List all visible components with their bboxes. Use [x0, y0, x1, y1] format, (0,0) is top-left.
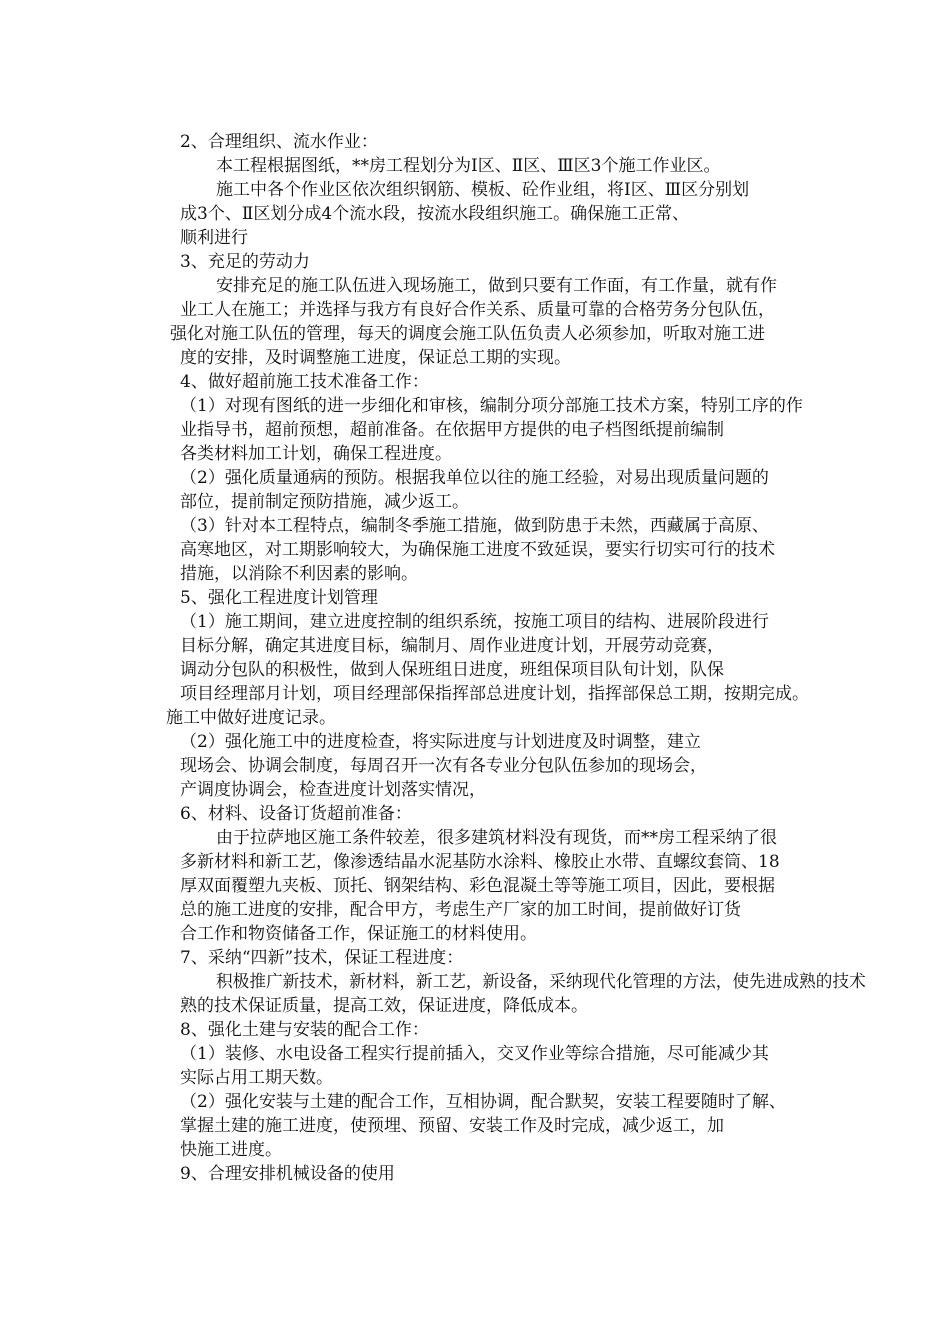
paragraph-line: 项目经理部月计划，项目经理部保指挥部总进度计划，指挥部保总工期，按期完成。: [180, 684, 809, 704]
paragraph-line: 熟的技术保证质量，提高工效，保证进度，降低成本。: [180, 996, 588, 1016]
paragraph-line: 施工中做好进度记录。: [166, 708, 336, 728]
paragraph-line: 目标分解，确定其进度目标，编制月、周作业进度计划，开展劳动竞赛，: [180, 636, 724, 656]
paragraph-line: 各类材料加工计划，确保工程进度。: [180, 444, 452, 464]
paragraph-line: 业指导书，超前预想，超前准备。在依据甲方提供的电子档图纸提前编制: [180, 420, 724, 440]
paragraph-line: 产调度协调会，检查进度计划落实情况，: [180, 780, 486, 800]
paragraph-line: 合工作和物资储备工作，保证施工的材料使用。: [180, 924, 537, 944]
paragraph-line: 实际占用工期天数。: [180, 1068, 333, 1088]
heading-section-5: 5、强化工程进度计划管理: [180, 588, 378, 608]
paragraph-line: 高寒地区，对工期影响较大，为确保施工进度不致延误，要实行切实可行的技术: [180, 540, 775, 560]
paragraph-line: 成3个、Ⅱ区划分成4个流水段，按流水段组织施工。确保施工正常、: [180, 204, 690, 224]
paragraph-line: 积极推广新技术，新材料，新工艺，新设备，采纳现代化管理的方法，使先进成熟的技术: [216, 972, 866, 992]
heading-section-9: 9、合理安排机械设备的使用: [180, 1164, 395, 1184]
paragraph-line: 业工人在施工；并选择与我方有良好合作关系、质量可靠的合格劳务分包队伍，: [180, 300, 775, 320]
paragraph-line: 本工程根据图纸，**房工程划分为Ⅰ区、Ⅱ区、Ⅲ区3个施工作业区。: [216, 156, 721, 176]
paragraph-line: （3）针对本工程特点，编制冬季施工措施，做到防患于未然，西藏属于高原、: [180, 516, 769, 536]
paragraph-line: 度的安排，及时调整施工进度，保证总工期的实现。: [180, 348, 571, 368]
heading-section-3: 3、充足的劳动力: [180, 252, 310, 272]
paragraph-line: 施工中各个作业区依次组织钢筋、模板、砼作业组，将Ⅰ区、Ⅲ区分别划: [216, 180, 750, 200]
paragraph-line: 厚双面覆塑九夹板、顶托、钢架结构、彩色混凝土等等施工项目，因此，要根据: [180, 876, 775, 896]
paragraph-line: 掌握土建的施工进度，使预埋、预留、安装工作及时完成，减少返工，加: [180, 1116, 724, 1136]
heading-section-2: 2、合理组织、流水作业：: [180, 132, 378, 152]
paragraph-line: （1）对现有图纸的进一步细化和审核，编制分项分部施工技术方案，特别工序的作: [180, 396, 803, 416]
paragraph-line: 总的施工进度的安排，配合甲方，考虑生产厂家的加工时间，提前做好订货: [180, 900, 741, 920]
paragraph-line: （2）强化安装与土建的配合工作，互相协调，配合默契，安装工程要随时了解、: [180, 1092, 786, 1112]
paragraph-line: 措施，以消除不利因素的影响。: [180, 564, 418, 584]
paragraph-line: 安排充足的施工队伍进入现场施工，做到只要有工作面，有工作量，就有作: [216, 276, 777, 296]
paragraph-line: （2）强化质量通病的预防。根据我单位以往的施工经验，对易出现质量问题的: [180, 468, 769, 488]
heading-section-4: 4、做好超前施工技术准备工作：: [180, 372, 429, 392]
paragraph-line: 顺利进行: [180, 228, 248, 248]
paragraph-line: 快施工进度。: [180, 1140, 282, 1160]
paragraph-line: 调动分包队的积极性，做到人保班组日进度，班组保项目队旬计划，队保: [180, 660, 724, 680]
paragraph-line: 多新材料和新工艺，像渗透结晶水泥基防水涂料、橡胶止水带、直螺纹套筒、18: [180, 852, 780, 872]
heading-section-7: 7、采纳“四新”技术，保证工程进度：: [180, 948, 464, 968]
paragraph-line: 现场会、协调会制度，每周召开一次有各专业分包队伍参加的现场会，: [180, 756, 707, 776]
heading-section-6: 6、材料、设备订货超前准备：: [180, 804, 412, 824]
paragraph-line: （1）装修、水电设备工程实行提前插入，交叉作业等综合措施，尽可能减少其: [180, 1044, 769, 1064]
paragraph-line: 强化对施工队伍的管理，每天的调度会施工队伍负责人必须参加，听取对施工进: [170, 324, 765, 344]
paragraph-line: 部位，提前制定预防措施，减少返工。: [180, 492, 469, 512]
paragraph-line: （1）施工期间，建立进度控制的组织系统，按施工项目的结构、进展阶段进行: [180, 612, 769, 632]
heading-section-8: 8、强化土建与安装的配合工作：: [180, 1020, 429, 1040]
paragraph-line: （2）强化施工中的进度检查，将实际进度与计划进度及时调整，建立: [180, 732, 701, 752]
paragraph-line: 由于拉萨地区施工条件较差，很多建筑材料没有现货，而**房工程采纳了很: [216, 828, 777, 848]
